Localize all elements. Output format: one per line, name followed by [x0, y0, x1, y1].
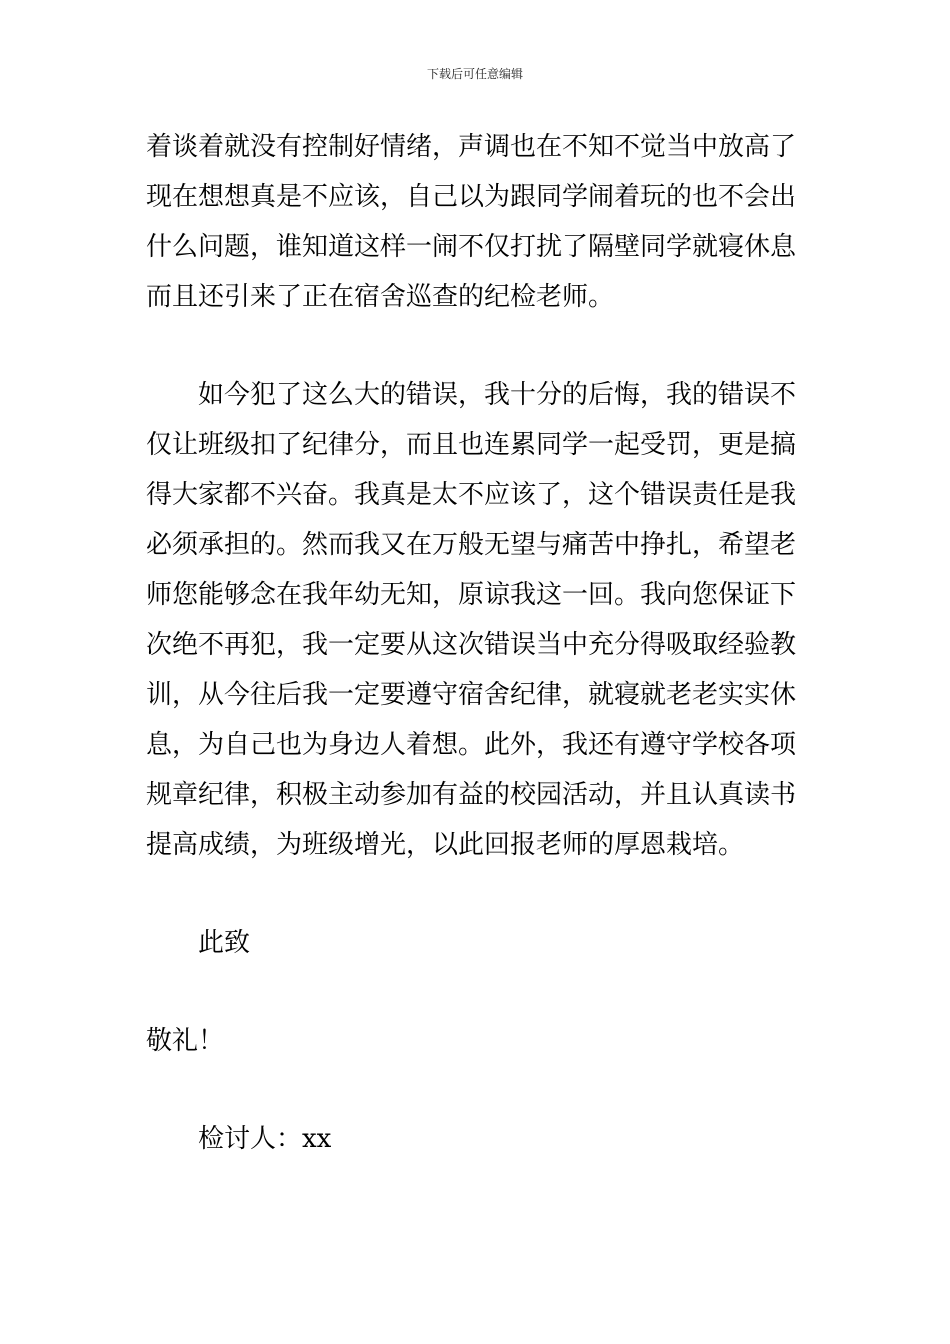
text-line: 提高成绩，为班级增光，以此回报老师的厚恩栽培。 [146, 830, 745, 860]
text-line: 仅让班级扣了纪律分，而且也连累同学一起受罚，更是搞 [146, 430, 797, 460]
text-line: 着谈着就没有控制好情绪，声调也在不知不觉当中放高了 [146, 132, 797, 162]
paragraph-1 [146, 122, 806, 322]
text-line: 而且还引来了正在宿舍巡查的纪检老师。 [146, 282, 615, 312]
closing-greeting: 此致 [198, 928, 251, 958]
paragraph-gap [146, 968, 806, 1016]
paragraph-gap [146, 322, 806, 370]
text-line: 训，从今往后我一定要遵守宿舍纪律，就寝就老老实实休 [146, 680, 797, 710]
text-line: 什么问题，谁知道这样一闹不仅打扰了隔壁同学就寝休息 [146, 232, 797, 262]
page-header: 下载后可任意编辑 [426, 67, 523, 81]
text-line: 得大家都不兴奋。我真是太不应该了，这个错误责任是我 [146, 480, 797, 510]
signature: 检讨人：xx [198, 1124, 332, 1154]
paragraph-2 [146, 370, 806, 870]
text-line: 次绝不再犯，我一定要从这次错误当中充分得吸取经验教 [146, 630, 797, 660]
text-line: 息，为自己也为身边人着想。此外，我还有遵守学校各项 [146, 730, 797, 760]
text-line: 规章纪律，积极主动参加有益的校园活动，并且认真读书 [146, 780, 797, 810]
text-line: 必须承担的。然而我又在万般无望与痛苦中挣扎，希望老 [146, 530, 797, 560]
document-body [146, 122, 806, 1164]
closing-salute: 敬礼！ [146, 1026, 225, 1056]
paragraph-gap [146, 870, 806, 918]
text-line: 师您能够念在我年幼无知，原谅我这一回。我向您保证下 [146, 580, 797, 610]
text-line: 如今犯了这么大的错误，我十分的后悔，我的错误不 [198, 380, 797, 410]
text-line: 现在想想真是不应该，自己以为跟同学闹着玩的也不会出 [146, 182, 797, 212]
paragraph-gap [146, 1066, 806, 1114]
